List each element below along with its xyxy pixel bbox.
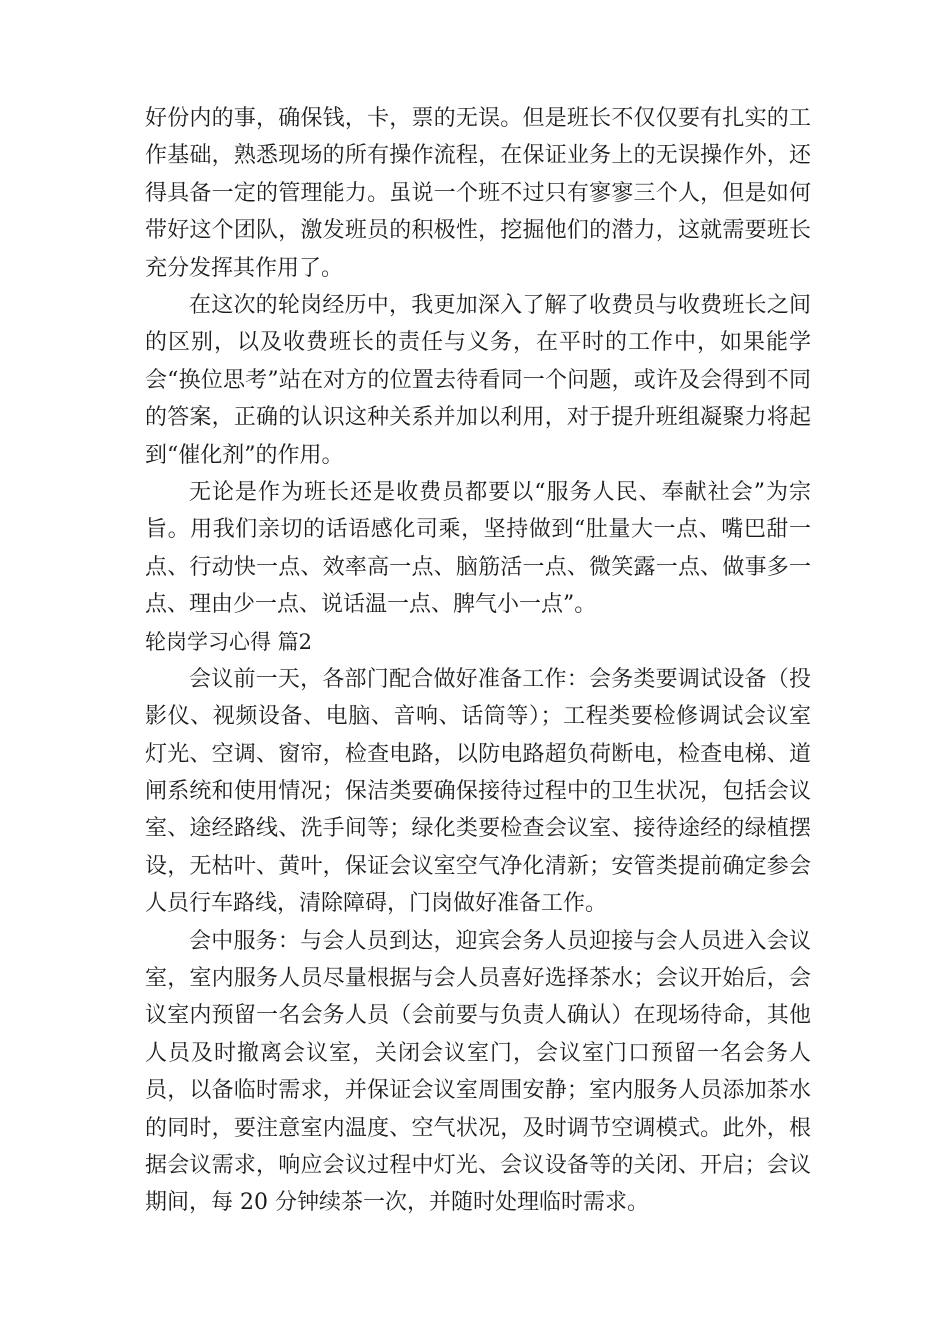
- paragraph-continued: 好份内的事，确保钱，卡，票的无误。但是班长不仅仅要有扎实的工作基础，熟悉现场的所有操作流程，在保证业务上的无误操作外，还得具备一定的管理能力。虽说一个班不过只有寥寥三个人，但是如何带好这个团队，激发班员的积极性，挖掘他们的潜力，这就需要班长充分发挥其作用了。: [145, 106, 811, 281]
- paragraph-pre-meeting: 会议前一天，各部门配合做好准备工作：会务类要调试设备（投影仪、视频设备、电脑、音响、话筒等）；工程类要检修调试会议室灯光、空调、窗帘，检查电路，以防电路超负荷断电，检查电梯、道闸系统和使用情况；保洁类要确保接待过程中的卫生状况，包括会议室、途经路线、洗手间等；绿化类要检查会议室、接待途经的绿植摆设，无枯叶、黄叶，保证会议室空气净化清新；安管类提前确定参会人员行车路线，清除障碍，门岗做好准备工作。: [145, 666, 811, 917]
- paragraph-rotation-experience: 在这次的轮岗经历中，我更加深入了解了收费员与收费班长之间的区别，以及收费班长的责任与义务，在平时的工作中，如果能学会“换位思考”站在对方的位置去待看同一个问题，或许及会得到不同的答案，正确的认识这种关系并加以利用，对于提升班组凝聚力将起到“催化剂”的作用。: [145, 293, 811, 468]
- document-page: [145, 100, 811, 1222]
- paragraph-in-meeting: 会中服务：与会人员到达，迎宾会务人员迎接与会人员进入会议室，室内服务人员尽量根据与会人员喜好选择茶水；会议开始后，会议室内预留一名会务人员（会前要与负责人确认）在现场待命，其他人员及时撤离会议室，关闭会议室门，会议室门口预留一名会务人员，以备临时需求，并保证会议室周围安静；室内服务人员添加茶水的同时，要注意室内温度、空气状况，及时调节空调模式。此外，根据会议需求，响应会议过程中灯光、会议设备等的关闭、开启；会议期间，每 20 分钟续茶一次，并随时处理临时需求。: [145, 928, 811, 1216]
- paragraph-service-principle: 无论是作为班长还是收费员都要以“服务人民、奉献社会”为宗旨。用我们亲切的话语感化司乘，坚持做到“肚量大一点、嘴巴甜一点、行动快一点、效率高一点、脑筋活一点、微笑露一点、做事多一点、理由少一点、说话温一点、脾气小一点”。: [145, 480, 811, 618]
- section-heading: 轮岗学习心得 篇2: [145, 629, 313, 654]
